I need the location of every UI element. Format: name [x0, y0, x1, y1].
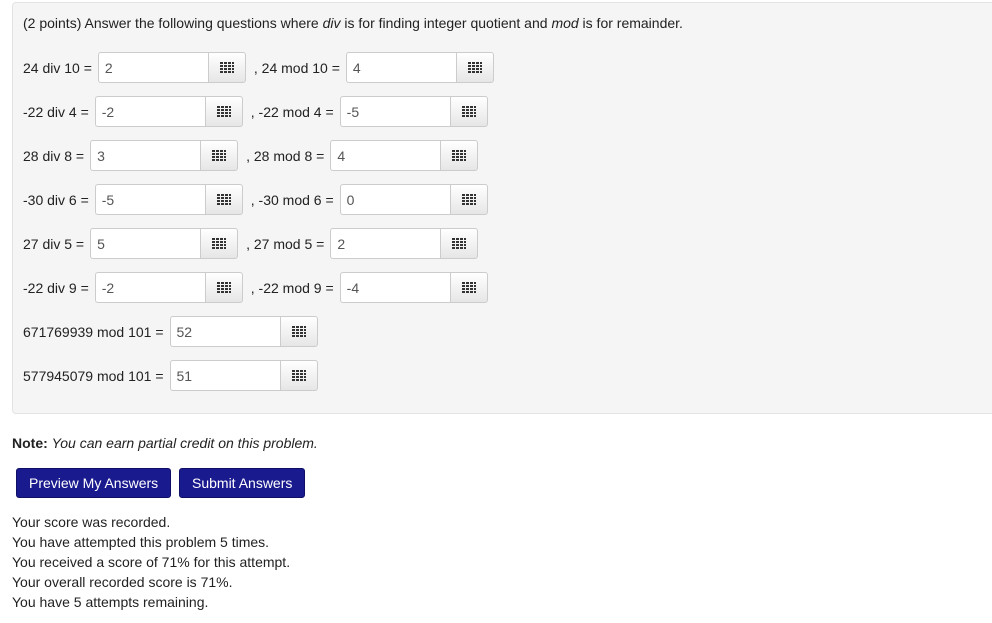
note-label: Note: — [12, 435, 48, 451]
result-line: Your score was recorded. — [12, 514, 171, 530]
mod-answer-field — [330, 140, 478, 171]
equation-palette-button[interactable] — [205, 96, 243, 127]
submit-answers-button[interactable]: Submit Answers — [179, 468, 305, 498]
div-question-label: 24 div 10 = — [23, 59, 92, 76]
problem-panel — [12, 2, 992, 414]
mod-answer-field — [170, 316, 318, 347]
div-question-label: 28 div 8 = — [23, 147, 85, 164]
grid-icon — [452, 238, 466, 249]
question-row — [23, 360, 318, 391]
equation-palette-button[interactable] — [440, 140, 478, 171]
equation-palette-button[interactable] — [450, 184, 488, 215]
div-answer-input[interactable] — [95, 96, 205, 127]
grid-icon — [292, 370, 306, 381]
equation-palette-button[interactable] — [280, 360, 318, 391]
mod-question-label: , -30 mod 6 = — [250, 191, 334, 208]
result-line: You have attempted this problem 5 times. — [12, 534, 270, 550]
div-answer-field — [98, 52, 246, 83]
intro-text-3: is for remainder. — [578, 15, 683, 31]
mod-answer-input[interactable] — [340, 184, 450, 215]
mod-answer-field — [330, 228, 478, 259]
mod-answer-input[interactable] — [340, 96, 450, 127]
grid-icon — [217, 194, 231, 205]
mod-answer-input[interactable] — [330, 228, 440, 259]
mod-question-label: , -22 mod 9 = — [250, 279, 334, 296]
grid-icon — [452, 150, 466, 161]
equation-palette-button[interactable] — [450, 272, 488, 303]
equation-palette-button[interactable] — [280, 316, 318, 347]
div-answer-field — [95, 96, 243, 127]
equation-palette-button[interactable] — [200, 228, 238, 259]
results-panel — [12, 512, 290, 612]
intro-div-term: div — [322, 15, 341, 31]
equation-palette-button[interactable] — [200, 140, 238, 171]
div-answer-field — [90, 140, 238, 171]
mod-question-label: , -22 mod 4 = — [250, 103, 334, 120]
mod-answer-input[interactable] — [170, 316, 280, 347]
div-answer-input[interactable] — [90, 228, 200, 259]
div-answer-input[interactable] — [98, 52, 208, 83]
mod-question-label: , 28 mod 8 = — [246, 147, 325, 164]
mod-question-label: , 27 mod 5 = — [246, 235, 325, 252]
grid-icon — [292, 326, 306, 337]
mod-answer-input[interactable] — [346, 52, 456, 83]
equation-palette-button[interactable] — [450, 96, 488, 127]
intro-text-2: is for finding integer quotient and — [340, 15, 552, 31]
problem-statement — [23, 15, 683, 31]
grid-icon — [462, 282, 476, 293]
mod-answer-field — [170, 360, 318, 391]
question-row — [23, 316, 318, 347]
grid-icon — [217, 282, 231, 293]
equation-palette-button[interactable] — [205, 272, 243, 303]
mod-answer-input[interactable] — [340, 272, 450, 303]
div-answer-field — [90, 228, 238, 259]
grid-icon — [220, 62, 234, 73]
div-question-label: -22 div 4 = — [23, 103, 89, 120]
grid-icon — [462, 106, 476, 117]
question-row — [23, 140, 478, 171]
question-row — [23, 228, 478, 259]
mod-answer-input[interactable] — [330, 140, 440, 171]
result-line: You received a score of 71% for this attempt. — [12, 554, 291, 570]
equation-palette-button[interactable] — [440, 228, 478, 259]
question-row — [23, 272, 488, 303]
div-answer-field — [95, 272, 243, 303]
note — [12, 435, 318, 451]
question-row — [23, 184, 488, 215]
question-row — [23, 96, 488, 127]
div-answer-input[interactable] — [95, 272, 205, 303]
intro-text-1: (2 points) Answer the following questions where — [23, 15, 323, 31]
grid-icon — [212, 150, 226, 161]
mod-answer-field — [346, 52, 494, 83]
div-answer-input[interactable] — [90, 140, 200, 171]
grid-icon — [462, 194, 476, 205]
preview-answers-button[interactable]: Preview My Answers — [16, 468, 171, 498]
mod-answer-field — [340, 184, 488, 215]
note-text: You can earn partial credit on this problem. — [51, 435, 318, 451]
mod-question-label: 577945079 mod 101 = — [23, 367, 164, 384]
mod-question-label: 671769939 mod 101 = — [23, 323, 164, 340]
div-answer-input[interactable] — [95, 184, 205, 215]
grid-icon — [468, 62, 482, 73]
equation-palette-button[interactable] — [208, 52, 246, 83]
equation-palette-button[interactable] — [456, 52, 494, 83]
div-question-label: 27 div 5 = — [23, 235, 85, 252]
div-question-label: -30 div 6 = — [23, 191, 89, 208]
div-question-label: -22 div 9 = — [23, 279, 89, 296]
mod-answer-field — [340, 272, 488, 303]
grid-icon — [212, 238, 226, 249]
question-row — [23, 52, 494, 83]
div-answer-field — [95, 184, 243, 215]
mod-question-label: , 24 mod 10 = — [253, 59, 340, 76]
intro-mod-term: mod — [551, 15, 579, 31]
mod-answer-field — [340, 96, 488, 127]
result-line: You have 5 attempts remaining. — [12, 594, 209, 610]
grid-icon — [217, 106, 231, 117]
mod-answer-input[interactable] — [170, 360, 280, 391]
result-line: Your overall recorded score is 71%. — [12, 574, 233, 590]
equation-palette-button[interactable] — [205, 184, 243, 215]
